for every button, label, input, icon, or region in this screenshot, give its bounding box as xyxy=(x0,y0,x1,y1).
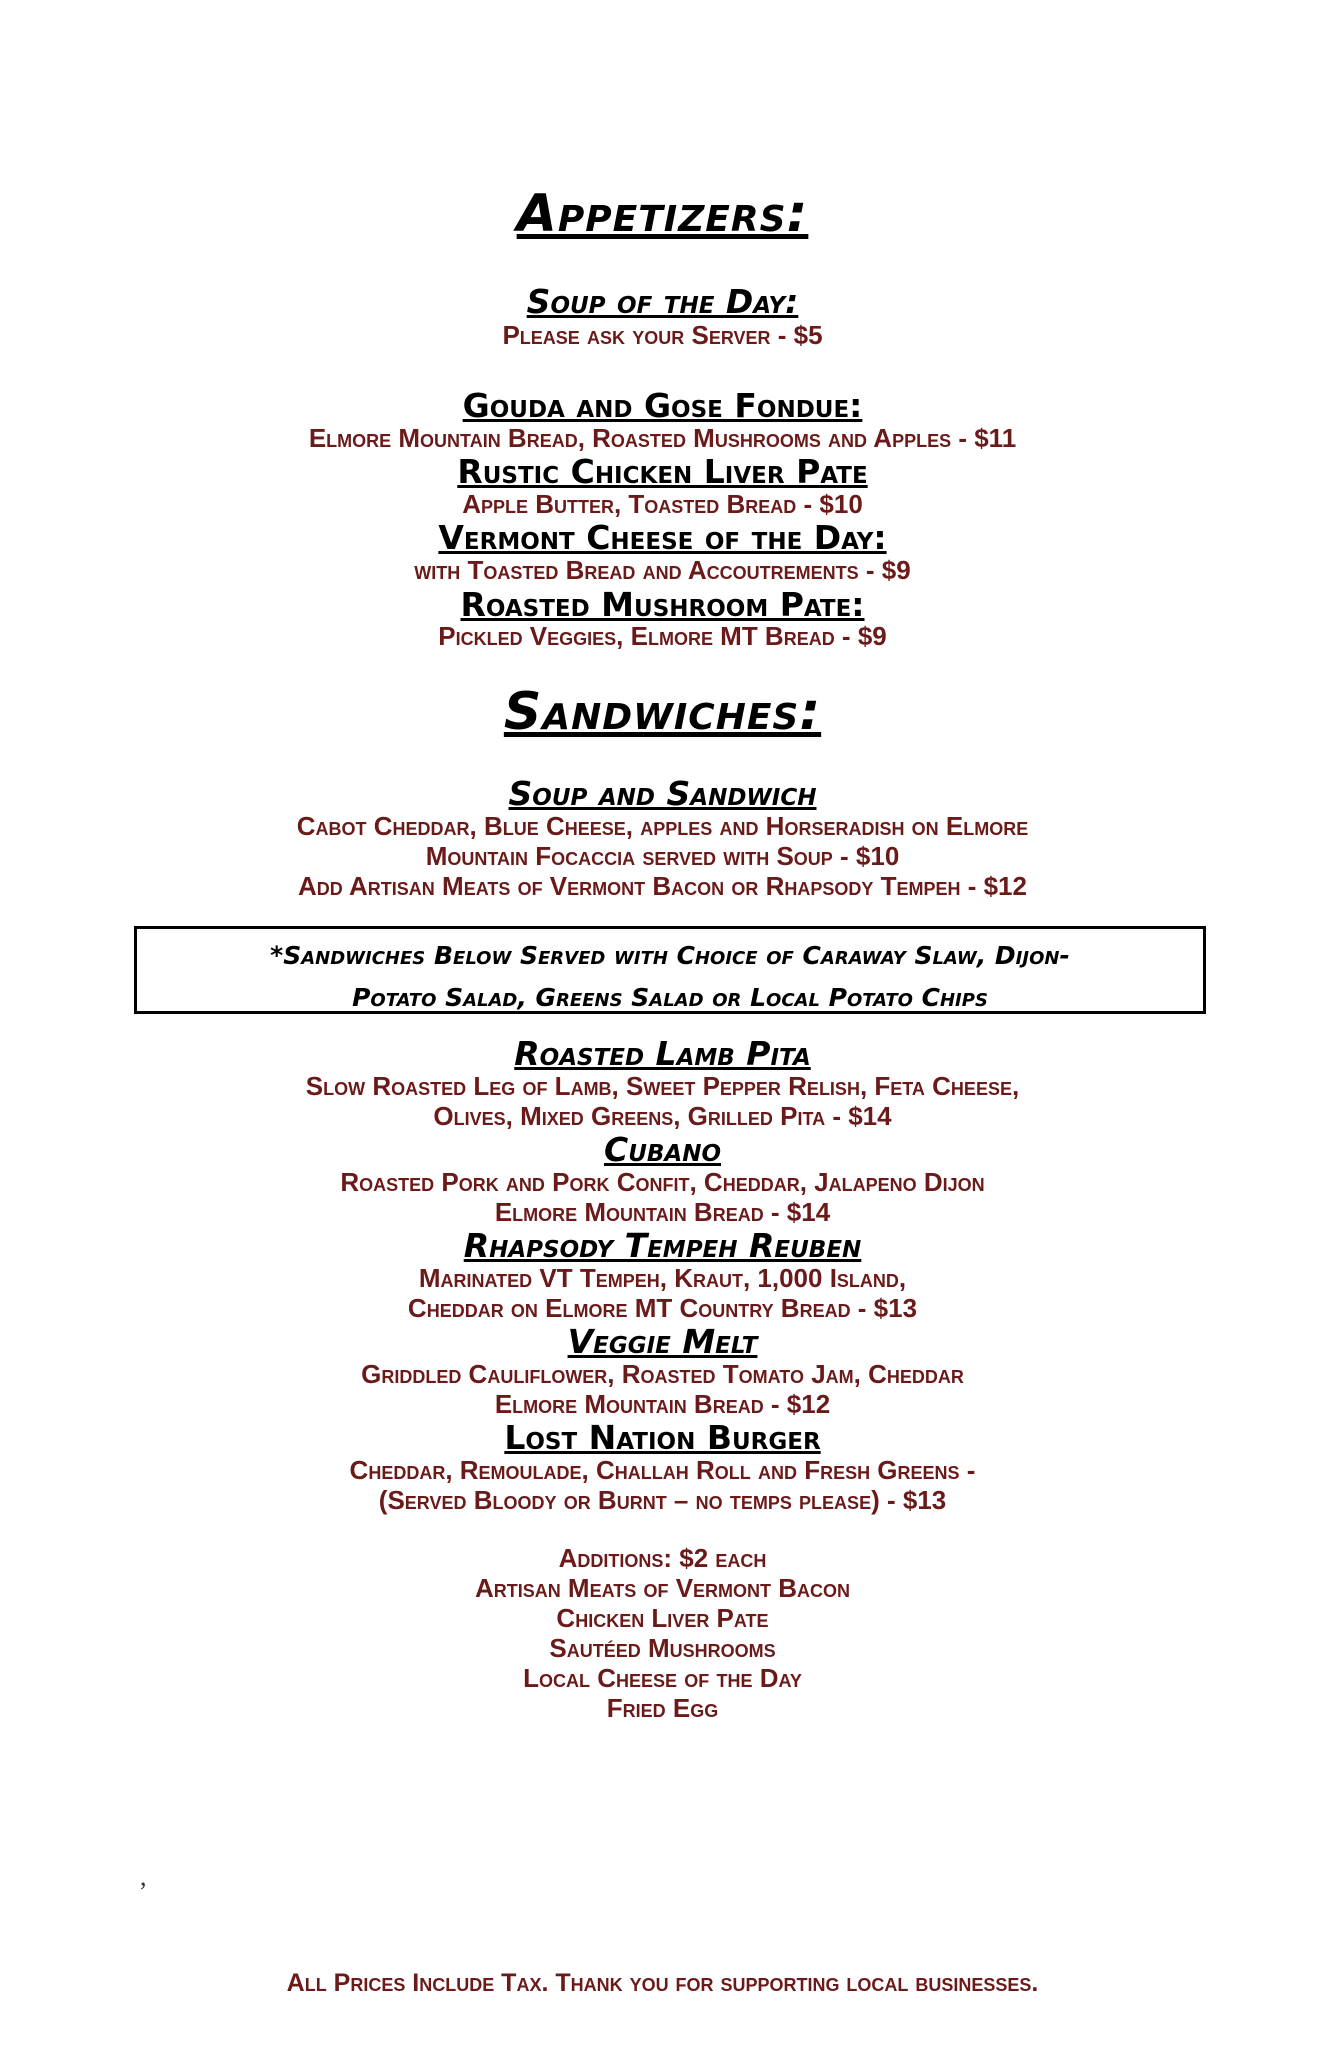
menu-item-desc: with Toasted Bread and Accoutrements - $9 xyxy=(414,555,911,585)
menu-item-desc: Olives, Mixed Greens, Grilled Pita - $14 xyxy=(433,1101,892,1131)
soup-sandwich-title: Soup and Sandwich xyxy=(508,774,817,813)
menu-item-title: Veggie Melt xyxy=(567,1322,758,1361)
menu-item-desc: Marinated VT Tempeh, Kraut, 1,000 Island, xyxy=(418,1263,907,1293)
soup-sandwich-desc-line: Cabot Cheddar, Blue Cheese, apples and Horseradish on Elmore xyxy=(296,811,1029,841)
sides-note-box xyxy=(134,926,1206,1014)
menu-item-desc: Slow Roasted Leg of Lamb, Sweet Pepper Relish, Feta Cheese, xyxy=(305,1071,1020,1101)
menu-item-desc: (Served Bloody or Burnt – no temps please) - $13 xyxy=(378,1485,947,1515)
menu-item-desc: Elmore Mountain Bread - $12 xyxy=(494,1389,831,1419)
menu-item-desc: Griddled Cauliflower, Roasted Tomato Jam, Cheddar xyxy=(361,1359,964,1389)
stray-mark: , xyxy=(140,1862,147,1891)
soup-of-day-desc: Please ask your Server - $5 xyxy=(502,320,823,350)
footer-note: All Prices Include Tax. Thank you for supporting local businesses. xyxy=(286,1969,1039,1997)
sides-note-line: *Sandwiches Below Served with Choice of Caraway Slaw, Dijon- xyxy=(270,941,1070,970)
menu-item-desc: Pickled Veggies, Elmore MT Bread - $9 xyxy=(438,621,887,651)
sandwiches-heading: Sandwiches: xyxy=(503,682,822,742)
soup-sandwich-desc-line: Add Artisan Meats of Vermont Bacon or Rhapsody Tempeh - $12 xyxy=(298,871,1027,901)
additions-header: Additions: $2 each xyxy=(558,1543,767,1573)
menu-item-title: Rustic Chicken Liver Pate xyxy=(457,452,868,491)
soup-of-day-title: Soup of the Day: xyxy=(526,282,799,321)
menu-item-title: Roasted Mushroom Pate: xyxy=(460,585,865,624)
addition-item: Local Cheese of the Day xyxy=(523,1663,802,1693)
menu-item-title: Roasted Lamb Pita xyxy=(514,1034,811,1073)
addition-item: Chicken Liver Pate xyxy=(556,1603,769,1633)
menu-item-title: Cubano xyxy=(603,1130,722,1169)
addition-item: Artisan Meats of Vermont Bacon xyxy=(474,1573,851,1603)
menu-item-desc: Cheddar on Elmore MT Country Bread - $13 xyxy=(407,1293,918,1323)
appetizers-heading: Appetizers: xyxy=(516,184,809,244)
menu-item-desc: Cheddar, Remoulade, Challah Roll and Fresh Greens - xyxy=(349,1455,976,1485)
addition-item: Fried Egg xyxy=(606,1693,719,1723)
menu-item-desc: Elmore Mountain Bread - $14 xyxy=(494,1197,831,1227)
menu-item-title: Gouda and Gose Fondue: xyxy=(462,386,863,425)
addition-item: Sautéed Mushrooms xyxy=(549,1633,776,1663)
menu-item-desc: Apple Butter, Toasted Bread - $10 xyxy=(462,489,863,519)
menu-item-title: Rhapsody Tempeh Reuben xyxy=(463,1226,862,1265)
menu-item-title: Vermont Cheese of the Day: xyxy=(438,518,887,557)
sides-note-line: Potato Salad, Greens Salad or Local Potato Chips xyxy=(352,983,988,1012)
menu-item-title: Lost Nation Burger xyxy=(504,1418,821,1457)
menu-item-desc: Roasted Pork and Pork Confit, Cheddar, Jalapeno Dijon xyxy=(340,1167,985,1197)
soup-sandwich-desc-line: Mountain Focaccia served with Soup - $10 xyxy=(425,841,900,871)
menu-item-desc: Elmore Mountain Bread, Roasted Mushrooms and Apples - $11 xyxy=(308,423,1017,453)
